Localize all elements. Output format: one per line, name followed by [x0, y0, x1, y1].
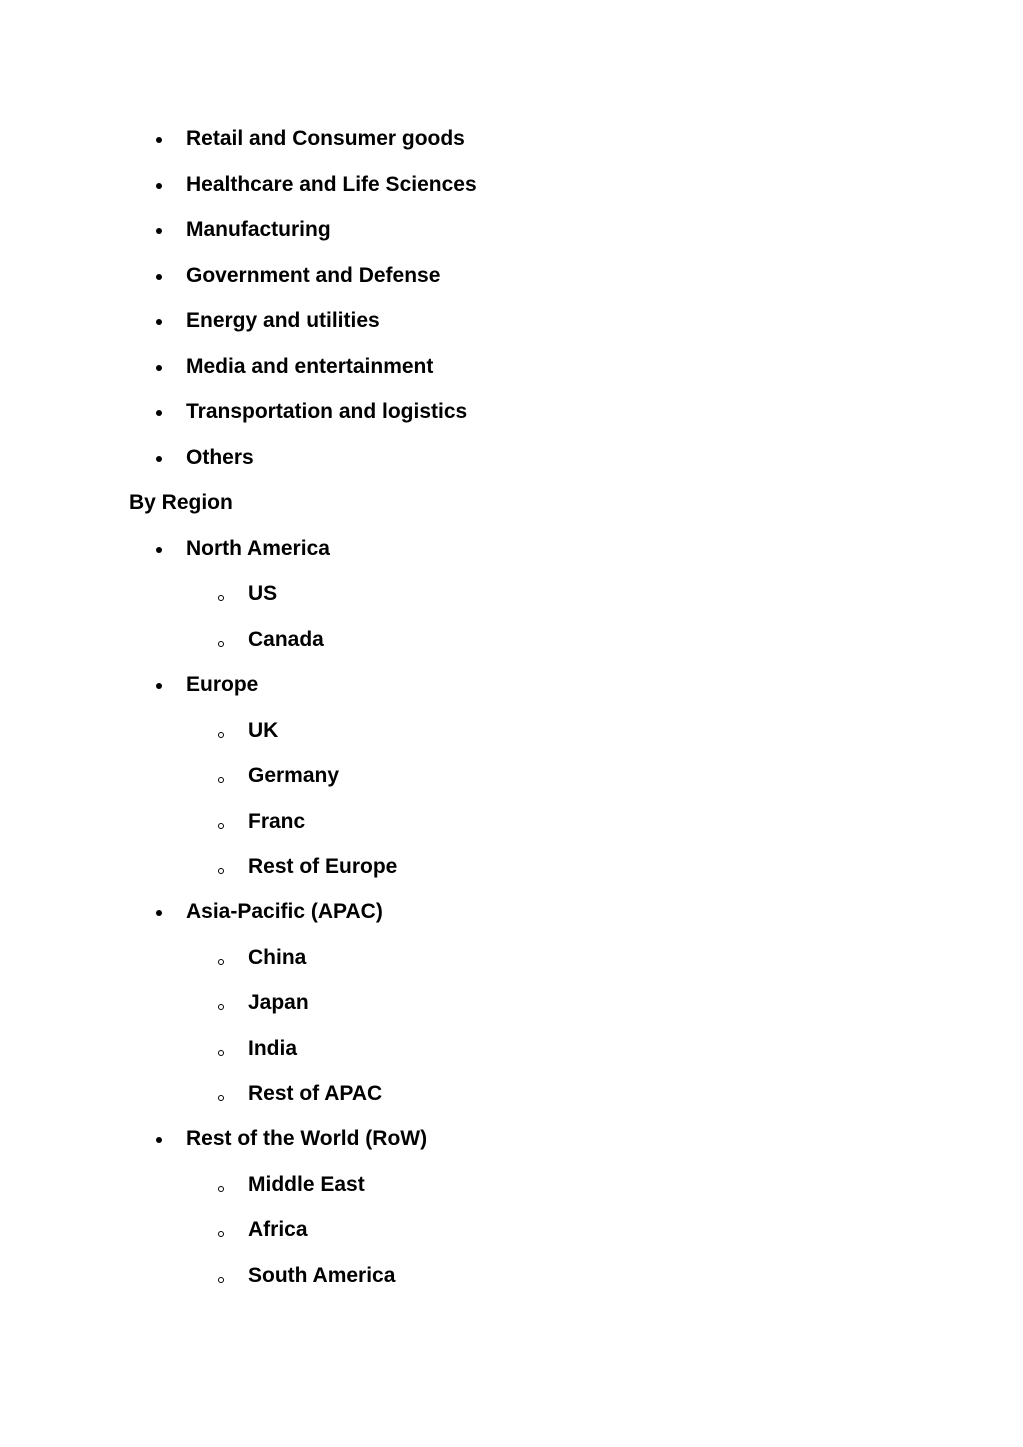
sub-list-item: Germany	[248, 764, 340, 787]
sub-list-item: India	[248, 1037, 298, 1060]
bullet-icon	[156, 274, 162, 280]
bullet-icon	[156, 137, 162, 143]
sub-list-item: Rest of Europe	[248, 855, 398, 878]
list-item: Media and entertainment	[186, 355, 434, 378]
sub-list-item: US	[248, 582, 278, 605]
section-heading: By Region	[129, 491, 233, 514]
sub-list-item: Middle East	[248, 1173, 365, 1196]
region-item: Rest of the World (RoW)	[186, 1127, 428, 1150]
sub-list-item: Japan	[248, 991, 309, 1014]
hollow-bullet-icon	[218, 1004, 224, 1010]
bullet-icon	[156, 910, 162, 916]
sub-list-item: UK	[248, 719, 279, 742]
hollow-bullet-icon	[218, 823, 224, 829]
bullet-icon	[156, 319, 162, 325]
hollow-bullet-icon	[218, 868, 224, 874]
bullet-icon	[156, 183, 162, 189]
hollow-bullet-icon	[218, 1050, 224, 1056]
hollow-bullet-icon	[218, 1277, 224, 1283]
list-item: Government and Defense	[186, 264, 441, 287]
bullet-icon	[156, 410, 162, 416]
sub-list-item: Africa	[248, 1218, 308, 1241]
list-item: Energy and utilities	[186, 309, 380, 332]
bullet-icon	[156, 456, 162, 462]
list-item: Healthcare and Life Sciences	[186, 173, 477, 196]
region-item: Europe	[186, 673, 259, 696]
bullet-icon	[156, 365, 162, 371]
hollow-bullet-icon	[218, 595, 224, 601]
hollow-bullet-icon	[218, 1095, 224, 1101]
list-item: Transportation and logistics	[186, 400, 468, 423]
hollow-bullet-icon	[218, 777, 224, 783]
list-item: Others	[186, 446, 254, 469]
hollow-bullet-icon	[218, 959, 224, 965]
hollow-bullet-icon	[218, 1231, 224, 1237]
sub-list-item: Rest of APAC	[248, 1082, 383, 1105]
list-item: Retail and Consumer goods	[186, 127, 465, 150]
sub-list-item: China	[248, 946, 307, 969]
bullet-icon	[156, 683, 162, 689]
sub-list-item: Canada	[248, 628, 324, 651]
hollow-bullet-icon	[218, 641, 224, 647]
sub-list-item: Franc	[248, 810, 306, 833]
bullet-icon	[156, 547, 162, 553]
hollow-bullet-icon	[218, 732, 224, 738]
bullet-icon	[156, 1137, 162, 1143]
hollow-bullet-icon	[218, 1186, 224, 1192]
sub-list-item: South America	[248, 1264, 396, 1287]
bullet-icon	[156, 228, 162, 234]
region-item: North America	[186, 537, 330, 560]
region-item: Asia-Pacific (APAC)	[186, 900, 383, 923]
list-item: Manufacturing	[186, 218, 331, 241]
